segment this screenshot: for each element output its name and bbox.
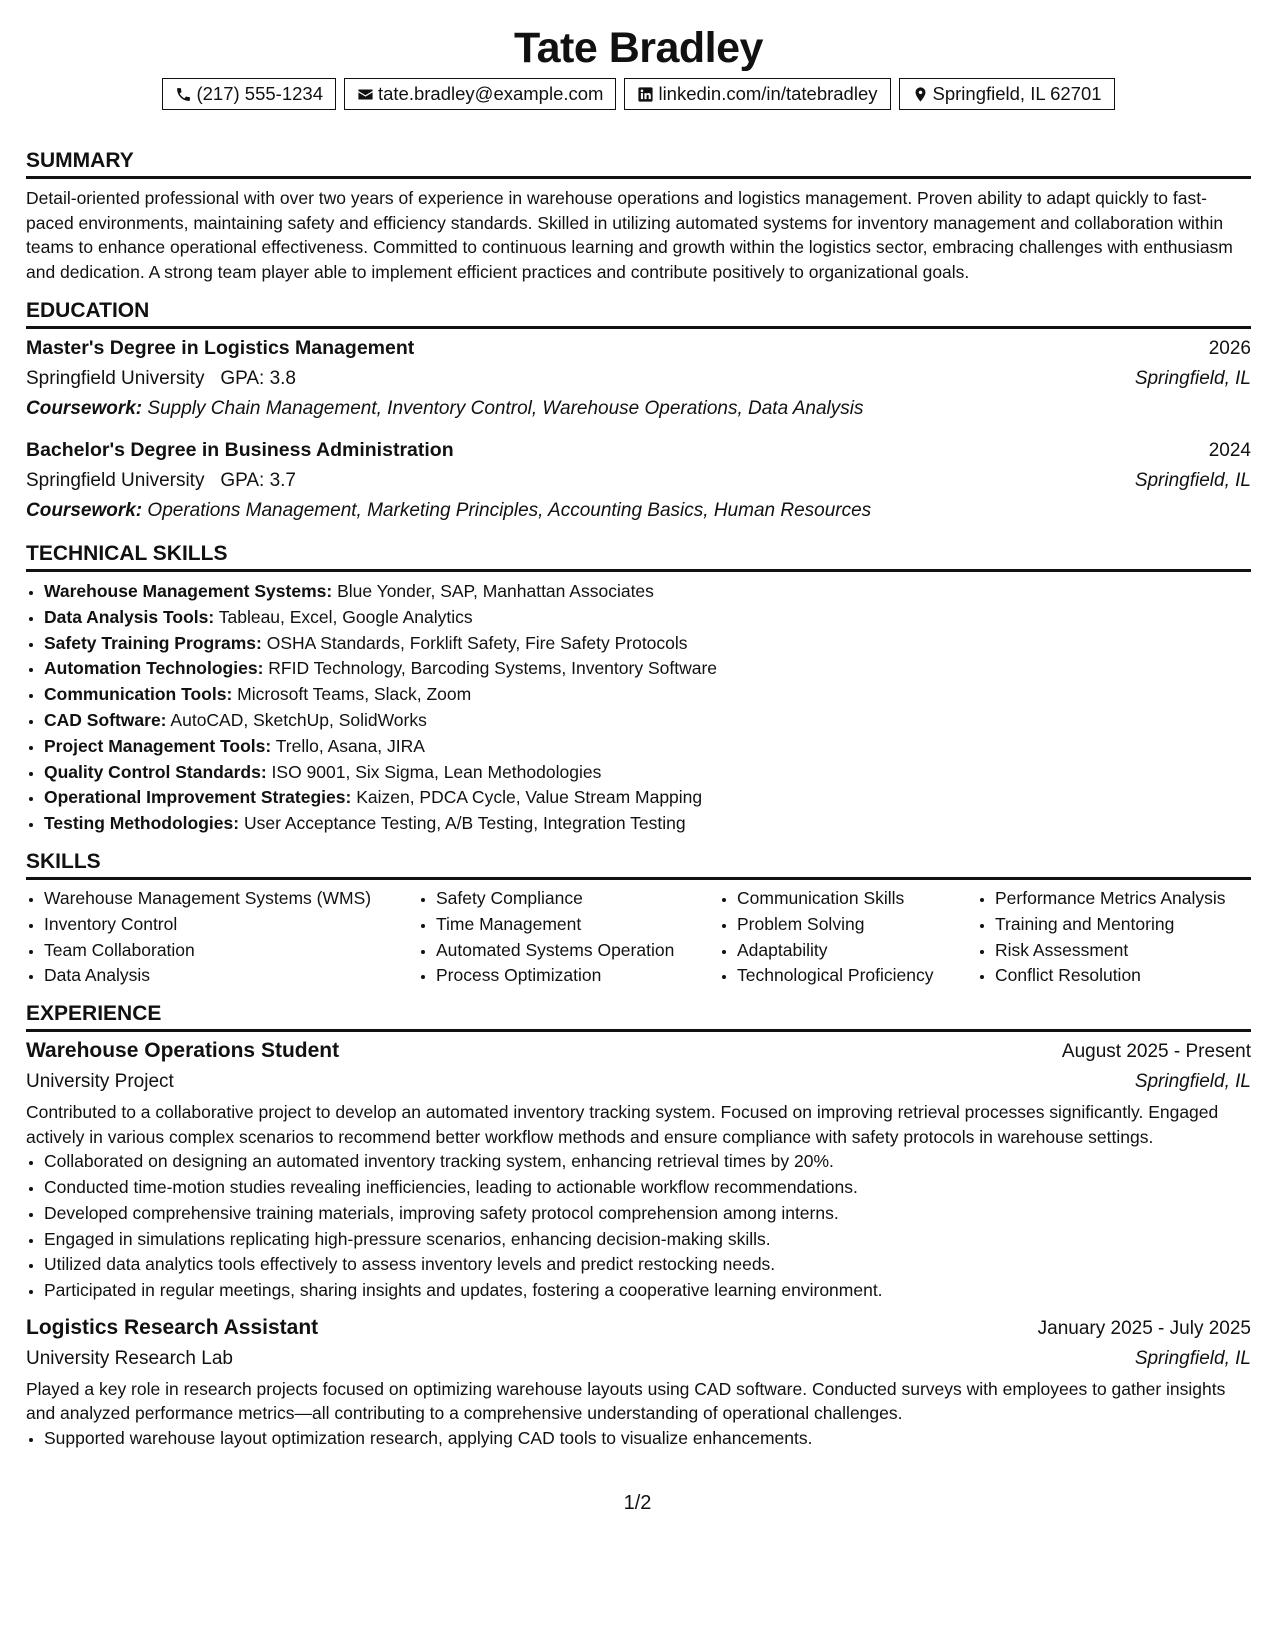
job-dates: January 2025 - July 2025: [1037, 1317, 1251, 1339]
job-entry: [26, 1312, 1251, 1452]
list-item: • Supported warehouse layout optimization research, applying CAD tools to visualize enhancements.: [44, 1426, 1251, 1452]
graduation-year: 2024: [1208, 440, 1251, 461]
coursework-list: Operations Management, Marketing Principles, Accounting Basics, Human Resources: [147, 500, 872, 521]
email-text: tate.bradley@example.com: [377, 83, 604, 104]
linkedin-text: linkedin.com/in/tatebradley: [658, 83, 878, 104]
section-title: EXPERIENCE: [26, 1001, 1251, 1032]
school-location: Springfield, IL: [1134, 368, 1251, 389]
list-item: • Collaborated on designing an automated inventory tracking system, enhancing retrieval times by 20%.: [44, 1149, 1251, 1175]
coursework: [26, 394, 1251, 423]
coursework-list: Supply Chain Management, Inventory Control, Warehouse Operations, Data Analysis: [147, 398, 864, 419]
skills-column: [719, 886, 977, 989]
list-item: • Developed comprehensive training materials, improving safety protocol comprehension among interns.: [44, 1201, 1251, 1227]
map-pin-icon: [912, 86, 929, 103]
degree-title: Master's Degree in Logistics Management: [26, 337, 415, 359]
school-gpa: [26, 364, 296, 393]
list-item: • Utilized data analytics tools effectively to assess inventory levels and predict restocking needs.: [44, 1252, 1251, 1278]
list-item: • Warehouse Management Systems (WMS): [44, 886, 418, 912]
list-item: • Risk Assessment: [995, 938, 1226, 964]
skills-grid: [26, 886, 1251, 989]
linkedin-icon: [637, 86, 654, 103]
job-title: Logistics Research Assistant: [26, 1315, 319, 1339]
job-bullets: [26, 1426, 1251, 1452]
job-description: Contributed to a collaborative project to develop an automated inventory tracking system. Focused on improving retrieval processes significantly. Engaged actively in various complex scenarios to recommend better workflow methods and ensure compliance with safety protocols in warehouse settings.: [26, 1102, 1219, 1147]
list-item: • Inventory Control: [44, 912, 418, 938]
section-title: TECHNICAL SKILLS: [26, 541, 1251, 572]
list-item: • Operational Improvement Strategies: Kaizen, PDCA Cycle, Value Stream Mapping: [44, 785, 1251, 811]
gpa: GPA: 3.7: [220, 470, 296, 491]
location-contact: [899, 78, 1115, 110]
school-location: Springfield, IL: [1134, 470, 1251, 491]
job-entry: [26, 1035, 1251, 1304]
list-item: • Performance Metrics Analysis: [995, 886, 1226, 912]
phone-icon: [175, 86, 192, 103]
list-item: • Testing Methodologies: User Acceptance Testing, A/B Testing, Integration Testing: [44, 811, 1251, 837]
phone-text: (217) 555-1234: [196, 83, 323, 104]
list-item: • Participated in regular meetings, sharing insights and updates, fostering a cooperative learning environment.: [44, 1278, 1251, 1304]
coursework: [26, 496, 1251, 525]
graduation-year: 2026: [1208, 338, 1251, 359]
technical-skills-list: [26, 579, 1251, 837]
linkedin-contact[interactable]: [624, 78, 890, 110]
school-name: Springfield University: [26, 470, 205, 491]
school-name: Springfield University: [26, 368, 205, 389]
gpa: GPA: 3.8: [220, 368, 296, 389]
location-text: Springfield, IL 62701: [932, 83, 1102, 104]
resume-page: [26, 0, 1251, 1452]
list-item: • Data Analysis: [44, 963, 418, 989]
section-title: SUMMARY: [26, 148, 1251, 179]
list-item: • Conducted time-motion studies revealing inefficiencies, leading to actionable workflow recommendations.: [44, 1175, 1251, 1201]
section-title: SKILLS: [26, 849, 1251, 880]
list-item: • Training and Mentoring: [995, 912, 1226, 938]
email-contact[interactable]: [344, 78, 616, 110]
phone-contact[interactable]: [162, 78, 336, 110]
degree-title: Bachelor's Degree in Business Administration: [26, 439, 454, 461]
coursework-label: Coursework:: [26, 500, 143, 521]
education-entry: [26, 333, 1251, 423]
technical-skills-section: [26, 541, 1251, 837]
job-organization: University Project: [26, 1071, 174, 1093]
list-item: • Warehouse Management Systems: Blue Yonder, SAP, Manhattan Associates: [44, 579, 1251, 605]
job-location: Springfield, IL: [1134, 1071, 1251, 1093]
list-item: • Communication Skills: [737, 886, 977, 912]
list-item: • Time Management: [436, 912, 719, 938]
list-item: • Automation Technologies: RFID Technology, Barcoding Systems, Inventory Software: [44, 656, 1251, 682]
list-item: • Quality Control Standards: ISO 9001, Six Sigma, Lean Methodologies: [44, 760, 1251, 786]
school-gpa: [26, 466, 296, 495]
list-item: • Technological Proficiency: [737, 963, 977, 989]
candidate-name: Tate Bradley: [514, 24, 763, 72]
list-item: • Communication Tools: Microsoft Teams, Slack, Zoom: [44, 682, 1251, 708]
list-item: • Problem Solving: [737, 912, 977, 938]
education-entry: [26, 435, 1251, 525]
job-location: Springfield, IL: [1134, 1347, 1251, 1369]
skills-column: [418, 886, 719, 989]
list-item: • Automated Systems Operation: [436, 938, 719, 964]
list-item: • Team Collaboration: [44, 938, 418, 964]
list-item: • Engaged in simulations replicating high-pressure scenarios, enhancing decision-making skills.: [44, 1227, 1251, 1253]
contact-bar: [26, 78, 1251, 110]
envelope-icon: [357, 86, 374, 103]
list-item: • Process Optimization: [436, 963, 719, 989]
list-item: • CAD Software: AutoCAD, SketchUp, SolidWorks: [44, 708, 1251, 734]
section-title: EDUCATION: [26, 298, 1251, 329]
list-item: • Safety Training Programs: OSHA Standards, Forklift Safety, Fire Safety Protocols: [44, 631, 1251, 657]
list-item: • Project Management Tools: Trello, Asana, JIRA: [44, 734, 1251, 760]
list-item: • Adaptability: [737, 938, 977, 964]
summary-section: [26, 148, 1251, 284]
skills-column: [977, 886, 1226, 989]
list-item: • Data Analysis Tools: Tableau, Excel, Google Analytics: [44, 605, 1251, 631]
job-bullets: [26, 1149, 1251, 1304]
job-dates: August 2025 - Present: [1061, 1041, 1251, 1063]
skills-section: [26, 849, 1251, 989]
page-number: 1/2: [623, 1492, 652, 1514]
job-description: Played a key role in research projects focused on optimizing warehouse layouts using CAD software. Conducted surveys with employees to gather insights and analyzed performance metrics—all contributing to a comprehensive understanding of operational challenges.: [26, 1378, 1226, 1424]
summary-text: Detail-oriented professional with over two years of experience in warehouse operations and logistics management. Proven ability to adapt quickly to fast-paced environments, maintaining safety and efficiency standards. Skilled in utilizing automated systems for inventory management and collaboration within teams to enhance operational effectiveness. Committed to continuous learning and growth within the logistics sector, embracing challenges with enthusiasm and dedication. A strong team player able to implement efficient practices and contribute positively to organizational goals.: [26, 188, 1233, 282]
experience-section: [26, 1001, 1251, 1452]
list-item: • Safety Compliance: [436, 886, 719, 912]
list-item: • Conflict Resolution: [995, 963, 1226, 989]
skills-column: [26, 886, 418, 989]
coursework-label: Coursework:: [26, 398, 143, 419]
job-organization: University Research Lab: [26, 1347, 233, 1369]
education-section: [26, 298, 1251, 525]
job-title: Warehouse Operations Student: [26, 1039, 340, 1063]
